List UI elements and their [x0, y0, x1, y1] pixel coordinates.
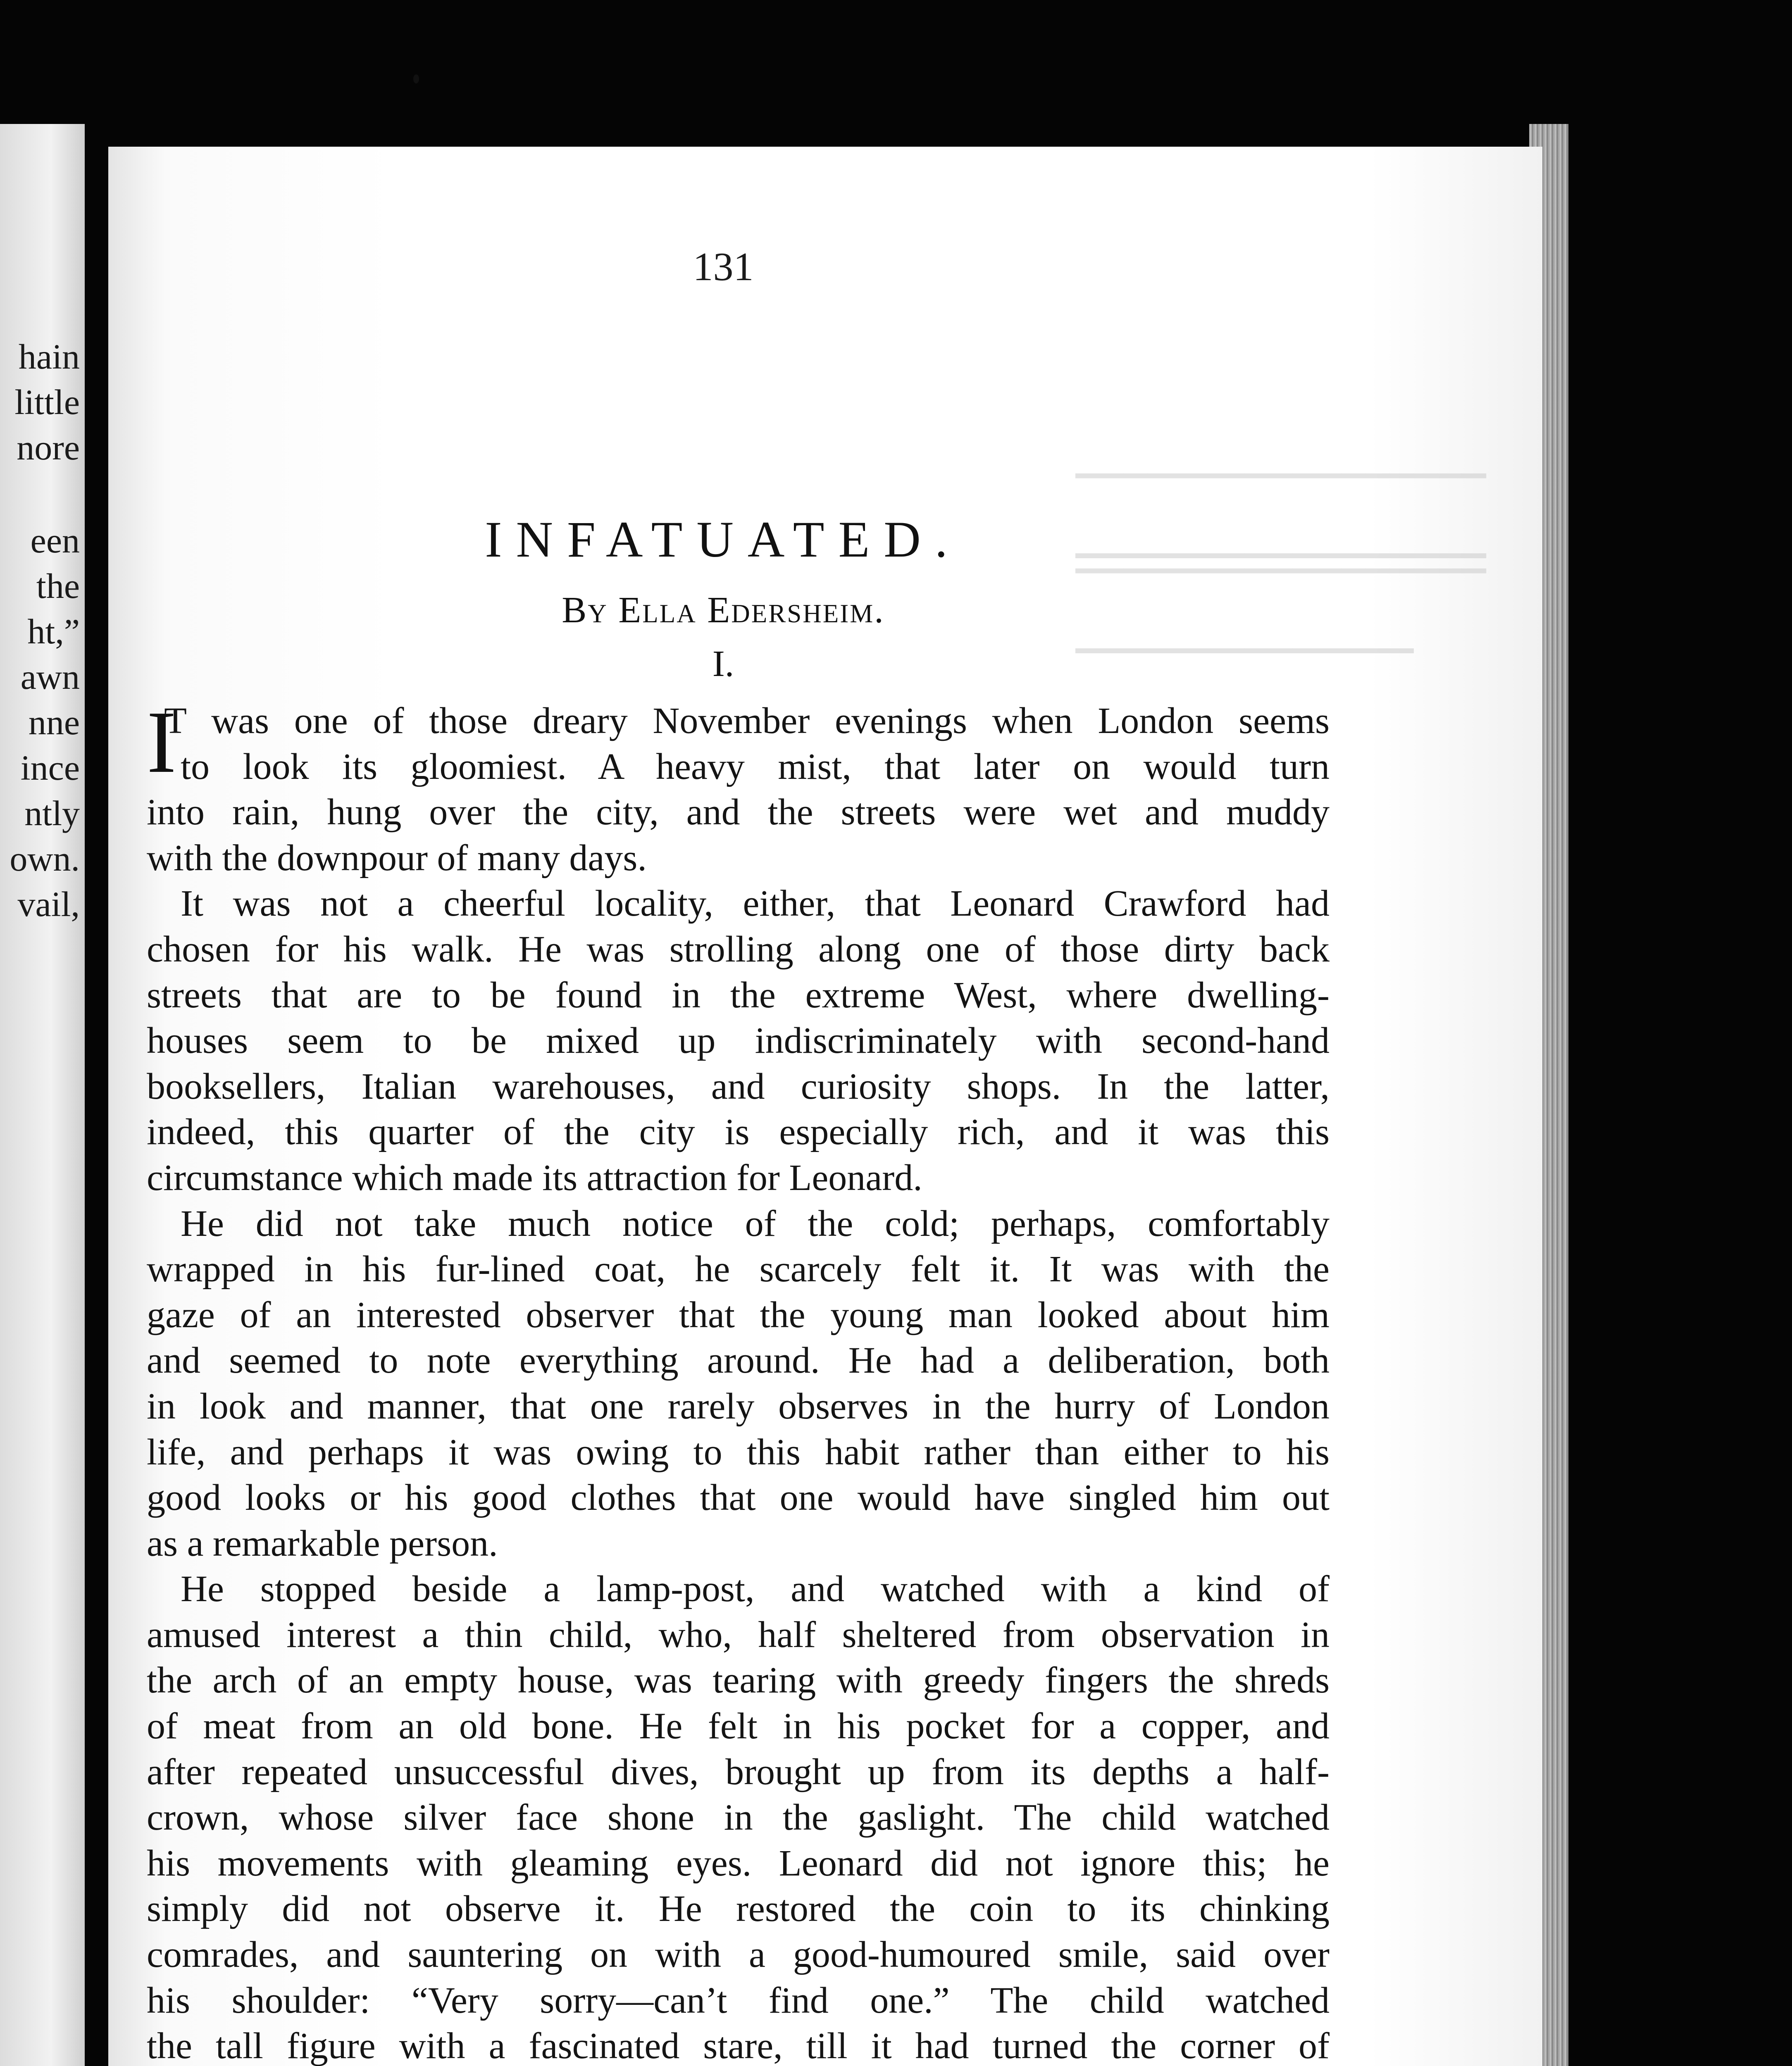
text-line: booksellers, Italian warehouses, and curiosity shops. In the latter, — [147, 1066, 1330, 1107]
left-page-fragment: een — [30, 521, 80, 560]
left-page-fragment: the — [36, 566, 80, 606]
scan-speck — [413, 74, 419, 83]
text-line: into rain, hung over the city, and the streets were wet and muddy — [147, 792, 1330, 833]
drop-cap: I — [147, 693, 176, 791]
text-line: good looks or his good clothes that one would have singled him out — [147, 1477, 1330, 1519]
reverse-page-show-through: ▔▔▔▔▔▔▔▔▔▔▔▔▔▔▔▔▔ ▁▁▁▁▁▁▁▁▁▁▁▁▁▁▁▁▁ ▔▔▔▔▔▔▔▔▔▔▔▔▔▔▔▔▔ ▁▁▁▁▁▁▁▁▁▁▁▁▁▁ — [1075, 475, 1486, 652]
story-body — [147, 693, 1330, 2066]
page-number: 131 — [693, 245, 754, 289]
left-page-fragment: nne — [28, 702, 80, 742]
text-line: his shoulder: “Very sorry—can’t find one.” The child watched — [147, 1980, 1330, 2021]
left-page-fragment: nore — [17, 428, 80, 467]
paragraph — [147, 693, 1330, 881]
section-number: I. — [712, 643, 734, 684]
left-page-fragment: ince — [20, 748, 80, 788]
text-line: comrades, and sauntering on with a good-humoured smile, said over — [147, 1934, 1330, 1976]
text-line: It was not a cheerful locality, either, that Leonard Crawford had — [181, 883, 1330, 924]
text-line: simply did not observe it. He restored the coin to its chinking — [147, 1888, 1330, 1930]
left-page-fragment: little — [14, 382, 80, 422]
text-line: crown, whose silver face shone in the gaslight. The child watched — [147, 1797, 1330, 1838]
story-title: INFATUATED. — [485, 511, 962, 568]
left-page-fragment: ht,” — [27, 612, 80, 651]
text-line: houses seem to be mixed up indiscriminately with second-hand — [147, 1020, 1330, 1062]
paragraph — [147, 1566, 1330, 2066]
left-page-fragment: vail, — [17, 884, 80, 924]
text-line: chosen for his walk. He was strolling along one of those dirty back — [147, 928, 1330, 970]
left-page-fragment: hain — [18, 337, 80, 376]
text-line: wrapped in his fur-lined coat, he scarcely felt it. It was with the — [147, 1249, 1330, 1290]
text-line: to look its gloomiest. A heavy mist, that later on would turn — [181, 746, 1330, 787]
text-line: his movements with gleaming eyes. Leonard did not ignore this; he — [147, 1842, 1330, 1884]
left-page-fragment: ntly — [24, 793, 80, 833]
text-line: amused interest a thin child, who, half sheltered from observation in — [147, 1614, 1330, 1655]
text-line: T was one of those dreary November evenings when London seems — [164, 700, 1330, 741]
text-line: of meat from an old bone. He felt in his pocket for a copper, and — [147, 1706, 1330, 1747]
adjoining-left-page — [0, 124, 85, 2066]
text-line: the arch of an empty house, was tearing with greedy fingers the shreds — [147, 1660, 1330, 1701]
text-line: He stopped beside a lamp-post, and watched with a kind of — [181, 1569, 1330, 1610]
text-line: with the downpour of many days. — [147, 837, 647, 878]
left-page-fragment: awn — [20, 657, 80, 697]
text-line: gaze of an interested observer that the young man looked about him — [147, 1294, 1330, 1335]
text-line: indeed, this quarter of the city is especially rich, and it was this — [147, 1112, 1330, 1153]
text-line: and seemed to note everything around. He had a deliberation, both — [147, 1340, 1330, 1381]
text-line: life, and perhaps it was owing to this habit rather than either to his — [147, 1431, 1330, 1473]
left-page-fragment: own. — [10, 839, 80, 878]
text-line: streets that are to be found in the extreme West, where dwelling- — [147, 974, 1330, 1016]
text-line: as a remarkable person. — [147, 1523, 498, 1564]
text-line: circumstance which made its attraction for Leonard. — [147, 1157, 922, 1198]
paragraph — [147, 1201, 1330, 1567]
paragraph — [147, 881, 1330, 1201]
text-line: He did not take much notice of the cold; perhaps, comfortably — [181, 1203, 1330, 1244]
text-line: in look and manner, that one rarely observes in the hurry of London — [147, 1385, 1330, 1427]
byline: By Ella Edersheim. — [562, 590, 885, 631]
text-line: the tall figure with a fascinated stare, till it had turned the corner of — [147, 2026, 1330, 2066]
text-line: after repeated unsuccessful dives, brought up from its depths a half- — [147, 1751, 1330, 1792]
